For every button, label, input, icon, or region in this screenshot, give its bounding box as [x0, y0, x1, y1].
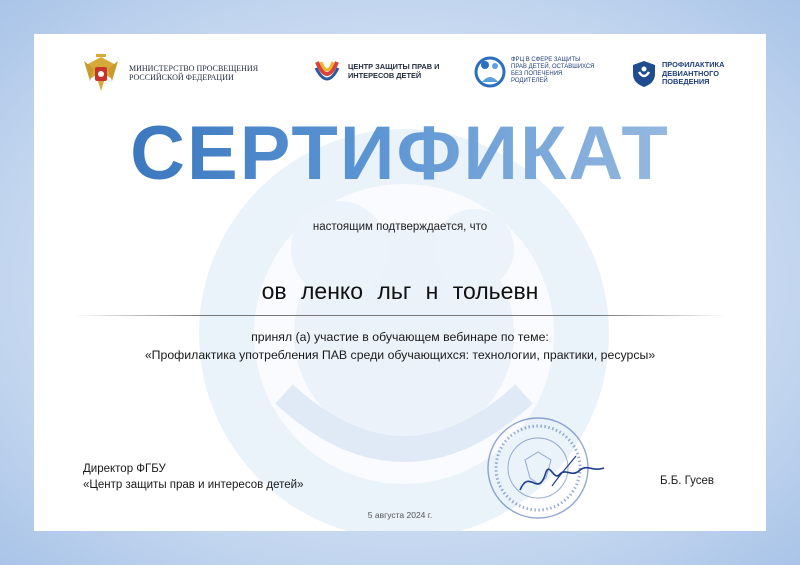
certificate-title: СЕРТИФИКАТ	[34, 116, 766, 192]
official-stamp	[480, 412, 610, 522]
prevention-name: ПРОФИЛАКТИКА ДЕВИАНТНОГО ПОВЕДЕНИЯ	[662, 60, 725, 87]
center-heart-icon	[312, 56, 342, 88]
director-title: Директор ФГБУ	[83, 463, 166, 475]
recipient-name: ов ленко льг н тольевн	[261, 278, 539, 304]
confirmation-text: настоящим подтверждается, что	[312, 221, 488, 233]
director-block	[83, 461, 304, 493]
participation-line: принял (а) участие в обучающем вебинаре по теме:	[251, 330, 549, 344]
center-name: ЦЕНТР ЗАЩИТЫ ПРАВ И ИНТЕРЕСОВ ДЕТЕЙ	[348, 62, 440, 80]
prevention-logo	[632, 60, 752, 88]
webinar-topic: «Профилактика употребления ПАВ среди обучающихся: технологии, практики, ресурсы»	[144, 347, 656, 362]
shield-icon	[632, 60, 656, 88]
participation-text	[34, 329, 766, 365]
name-underline	[74, 315, 726, 316]
ministry-name: МИНИСТЕРСТВО ПРОСВЕЩЕНИЯ РОССИЙСКОЙ ФЕДЕРАЦИИ	[129, 63, 259, 82]
center-logo	[312, 56, 448, 88]
director-organization: «Центр защиты прав и интересов детей»	[83, 479, 304, 492]
issue-date: 5 августа 2024 г.	[367, 510, 433, 520]
signatory-name: Б.Б. Гусев	[660, 475, 715, 487]
coat-of-arms-icon	[80, 51, 122, 95]
frc-logo	[474, 54, 597, 88]
frc-name: ФРЦ В СФЕРЕ ЗАЩИТЫ ПРАВ ДЕТЕЙ, ОСТАВШИХСЯ БЕЗ ПОПЕЧЕНИЯ РОДИТЕЛЕЙ	[511, 57, 595, 84]
ministry-logo	[80, 51, 259, 95]
certificate-sheet	[34, 34, 766, 531]
frc-family-icon	[474, 54, 506, 88]
